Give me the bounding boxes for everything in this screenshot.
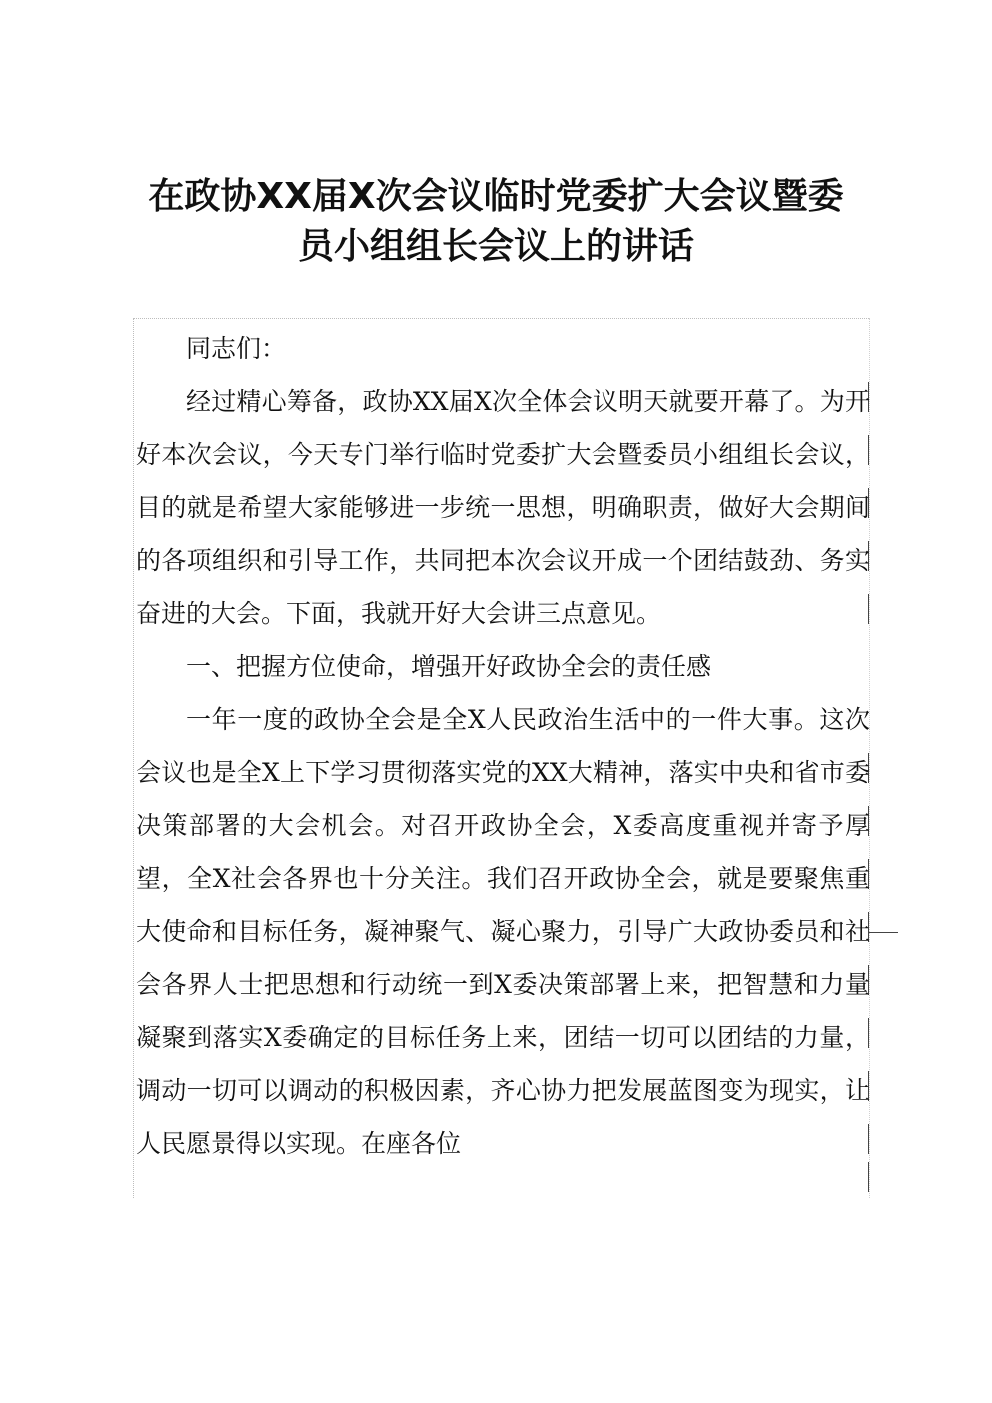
text-frame-top-guide xyxy=(133,318,869,319)
salutation: 同志们： xyxy=(186,334,287,363)
title-line-2: 员小组组长会议上的讲话 xyxy=(297,226,694,267)
document-body xyxy=(136,322,870,1170)
margin-tick-mark xyxy=(868,932,898,933)
paragraph-section-1: 一年一度的政协全会是全X人民政治生活中的一件大事。这次会议也是全X上下学习贯彻落实党的XX大精神，落实中央和省市委决策部署的大会机会。对召开政协全会，X委高度重视并寄予厚望，全X社会各界也十分关注。我们召开政协全会，就是要聚焦重大使命和目标任务，凝神聚气、凝心聚力，引导广大政协委员和社会各界人士把思想和行动统一到X委决策部署上来，把智慧和力量凝聚到落实X委确定的目标任务上来，团结一切可以团结的力量，调动一切可以调动的积极因素，齐心协力把发展蓝图变为现实，让人民愿景得以实现。在座各位 xyxy=(136,705,870,1158)
section-heading: 一、把握方位使命，增强开好政协全会的责任感 xyxy=(186,652,712,681)
paragraph-intro: 经过精心筹备，政协XX届X次全体会议明天就要开幕了。为开好本次会议，今天专门举行临时党委扩大会暨委员小组组长会议，目的就是希望大家能够进一步统一思想，明确职责，做好大会期间的各项组织和引导工作，共同把本次会议开成一个团结鼓劲、务实奋进的大会。下面，我就开好大会讲三点意见。 xyxy=(136,387,870,628)
document-title xyxy=(100,172,892,272)
title-line-1: 在政协XX届X次会议临时党委扩大会议暨委 xyxy=(148,176,844,217)
text-frame-left-guide xyxy=(133,318,134,1198)
